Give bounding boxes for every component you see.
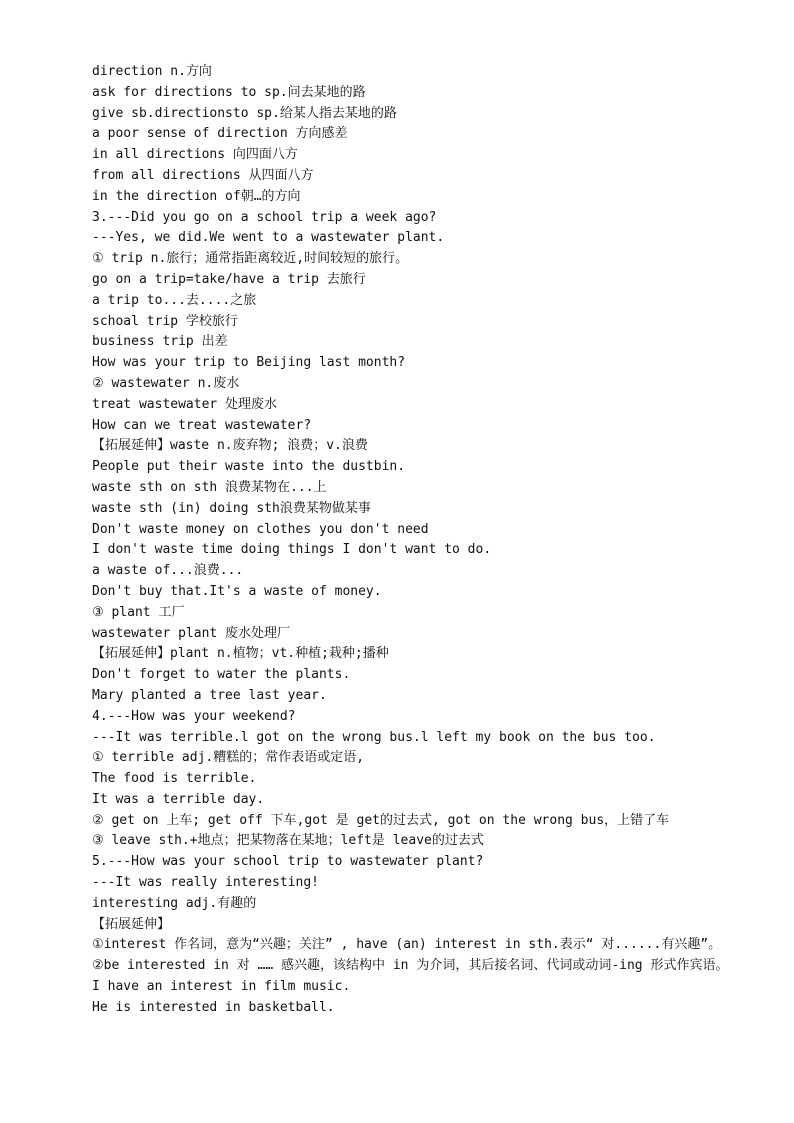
text-line: schoal trip 学校旅行 bbox=[92, 313, 238, 329]
extension-heading: 【拓展延伸】waste n.废弃物; 浪费；v.浪费 bbox=[92, 438, 368, 454]
text-line: interesting adj.有趣的 bbox=[92, 895, 257, 911]
text-line: Don't forget to water the plants. bbox=[92, 667, 351, 683]
text-line: a poor sense of direction 方向感差 bbox=[92, 126, 348, 142]
text-line: ③ leave sth.+地点；把某物落在某地；left是 leave的过去式 bbox=[92, 833, 484, 849]
text-line: go on a trip=take/have a trip 去旅行 bbox=[92, 271, 366, 287]
text-line: waste sth on sth 浪费某物在...上 bbox=[92, 479, 327, 495]
paragraph-interested: ②be interested in 对 …… 感兴趣，该结构中 in 为介词，其后接名词、代词或动词-ing 形式作宾语。 bbox=[92, 958, 729, 974]
question-line: 3.---Did you go on a school trip a week ago? bbox=[92, 209, 437, 225]
text-line: The food is terrible. bbox=[92, 771, 257, 787]
text-line: People put their waste into the dustbin. bbox=[92, 459, 406, 475]
text-line: ① terrible adj.糟糕的；常作表语或定语, bbox=[92, 750, 365, 766]
text-line: ② get on 上车; get off 下车,got 是 get的过去式, got on the wrong bus，上错了车 bbox=[92, 812, 670, 828]
text-line: wastewater plant 废水处理厂 bbox=[92, 625, 291, 641]
text-line: ③ plant 工厂 bbox=[92, 604, 185, 620]
text-line: waste sth (in) doing sth浪费某物做某事 bbox=[92, 500, 371, 516]
text-line: How was your trip to Beijing last month? bbox=[92, 355, 406, 371]
text-line: a trip to...去....之旅 bbox=[92, 292, 257, 308]
text-line: in the direction of朝…的方向 bbox=[92, 188, 301, 204]
text-line: How can we treat wastewater? bbox=[92, 417, 312, 433]
text-line: give sb.directionsto sp.给某人指去某地的路 bbox=[92, 105, 397, 121]
example-sentence: I have an interest in film music. bbox=[92, 979, 351, 995]
question-line: 4.---How was your weekend? bbox=[92, 708, 296, 724]
extension-heading: 【拓展延伸】 bbox=[92, 916, 171, 932]
text-line: Mary planted a tree last year. bbox=[92, 687, 327, 703]
text-line: Don't waste money on clothes you don't need bbox=[92, 521, 429, 537]
text-line: a waste of...浪费... bbox=[92, 563, 244, 579]
example-sentence: He is interested in basketball. bbox=[92, 999, 335, 1015]
question-line: 5.---How was your school trip to wastewater plant? bbox=[92, 854, 484, 870]
text-line: business trip 出差 bbox=[92, 334, 228, 350]
text-line: It was a terrible day. bbox=[92, 791, 265, 807]
text-line: direction n.方向 bbox=[92, 64, 212, 79]
document-body bbox=[60, 62, 760, 1019]
text-line: ask for directions to sp.问去某地的路 bbox=[92, 84, 366, 100]
text-line: from all directions 从四面八方 bbox=[92, 167, 314, 183]
text-line: ② wastewater n.废水 bbox=[92, 375, 240, 391]
answer-line: ---It was terrible.l got on the wrong bus.l left my book on the bus too. bbox=[92, 729, 656, 745]
text-line: treat wastewater 处理废水 bbox=[92, 396, 278, 412]
extension-heading: 【拓展延伸】plant n.植物；vt.种植;栽种;播种 bbox=[92, 646, 389, 662]
paragraph-interest: ①interest 作名词，意为“兴趣；关注” , have (an) interest in sth.表示“ 对......有兴趣”。 bbox=[92, 937, 722, 953]
text-line: I don't waste time doing things I don't want to do. bbox=[92, 542, 492, 558]
text-line: in all directions 向四面八方 bbox=[92, 147, 298, 163]
answer-line: ---It was really interesting! bbox=[92, 875, 319, 891]
answer-line: ---Yes, we did.We went to a wastewater plant. bbox=[92, 230, 445, 246]
text-line: Don't buy that.It's a waste of money. bbox=[92, 583, 382, 599]
text-line: ① trip n.旅行；通常指距离较近,时间较短的旅行。 bbox=[92, 251, 409, 267]
